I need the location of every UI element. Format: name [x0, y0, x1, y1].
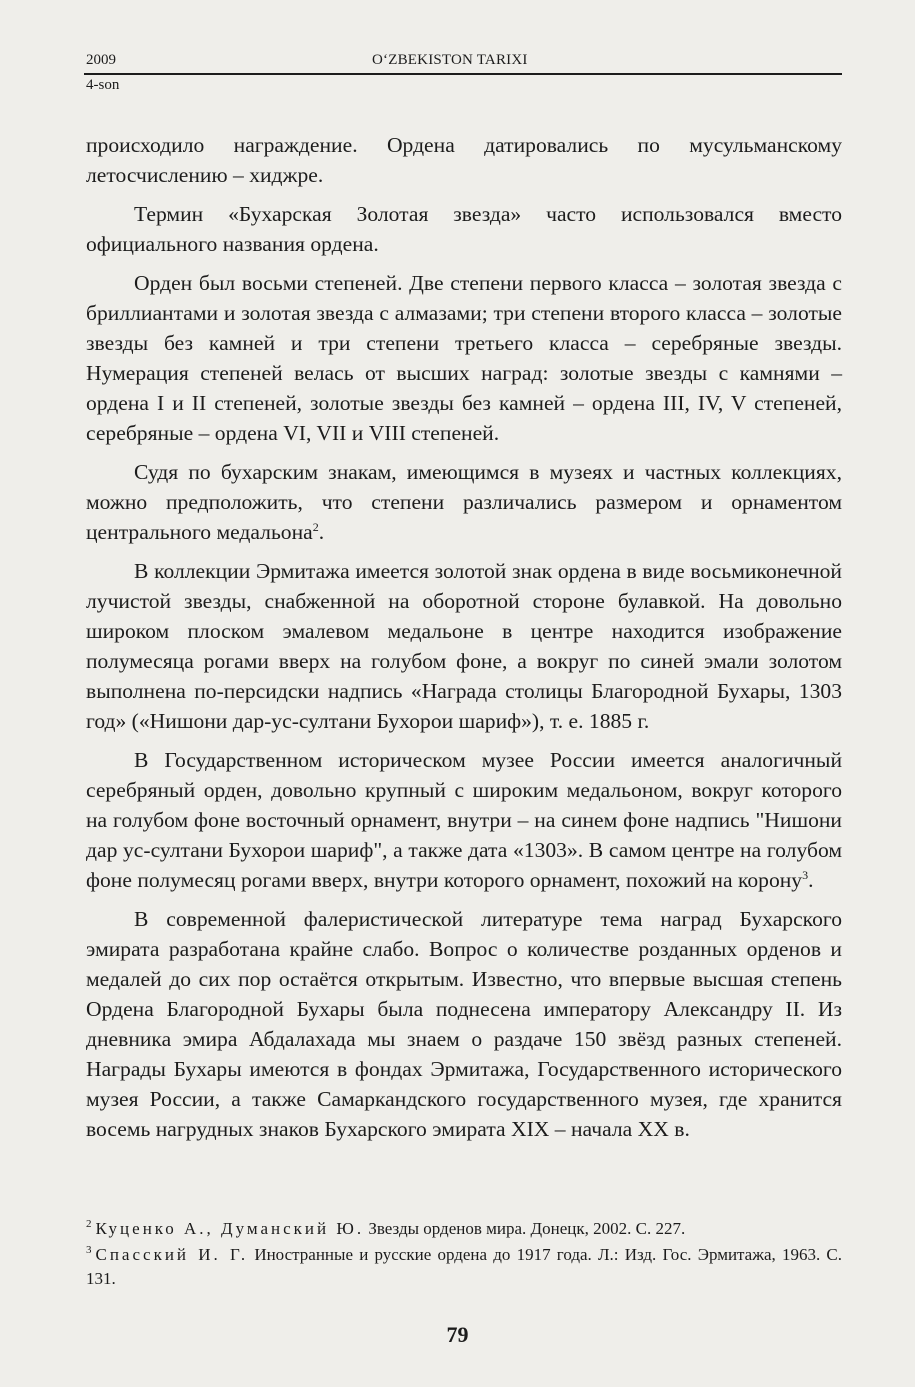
footnote-2 — [86, 1217, 842, 1241]
page-number: 79 — [446, 1322, 469, 1347]
footnote-ref-3: 3 — [802, 867, 809, 882]
paragraph-3: Орден был восьми степеней. Две степени первого класса – золотая звезда с бриллиантами и золотая звезда с алмазами; три степени второго класса – золотые звезды без камней и три степени третьего класса – серебряные звезды. Нумерация степеней велась от высших наград: золотые звезды с камнями – ордена I и II степеней, золотые звезды без камней – ордена III, IV, V степеней, серебряные – ордена VI, VII и VIII степеней. — [86, 271, 842, 445]
footnote-3-author: Спасский И. Г. — [95, 1245, 249, 1264]
paragraph-4 — [86, 457, 842, 547]
footnote-2-mark: 2 — [86, 1218, 92, 1231]
header-year: 2009 — [86, 52, 116, 68]
header-issue: 4-son — [86, 77, 120, 93]
header-journal-title: O‘ZBEKISTON TARIXI — [372, 52, 528, 68]
footnote-ref-2: 2 — [312, 519, 319, 534]
footnote-3 — [86, 1243, 842, 1291]
paragraph-6 — [86, 745, 842, 895]
footnote-2-author: Куценко А., Думанский Ю. — [95, 1219, 365, 1238]
paragraph-4-text: Судя по бухарским знакам, имеющимся в музеях и частных коллекциях, можно предположить, что степени различались размером и орнаментом центрального медальона — [86, 460, 842, 544]
footnote-2-text: Звезды орденов мира. Донецк, 2002. С. 227. — [368, 1219, 686, 1238]
paragraph-5: В коллекции Эрмитажа имеется золотой знак ордена в виде восьмиконечной лучистой звезды, снабженной на оборотной стороне булавкой. На довольно широком плоском эмалевом медальоне в центре находится изображение полумесяца рогами вверх на голубом фоне, а вокруг по синей эмали золотом выполнена по-персидски надпись «Награда столицы Благородной Бухары, 1303 год» («Нишони дар-ус-султани Бухорои шариф»), т. е. 1885 г. — [86, 559, 842, 733]
article-body — [86, 130, 842, 1153]
footnote-3-text: Иностранные и русские ордена до 1917 года. Л.: Изд. Гос. Эрмитажа, 1963. С. 131. — [86, 1245, 842, 1288]
paragraph-6-end: . — [808, 868, 814, 892]
paragraph-2: Термин «Бухарская Золотая звезда» часто использовался вместо официального названия ордена. — [86, 202, 842, 256]
paragraph-1: происходило награждение. Ордена датировались по мусульманскому летосчислению – хиджре. — [86, 133, 842, 187]
footnotes — [86, 1217, 842, 1293]
header-rule — [84, 73, 842, 75]
paragraph-4-end: . — [318, 520, 325, 544]
paragraph-6-text: В Государственном историческом музее России имеется аналогичный серебряный орден, довольно крупный с широким медальоном, вокруг которого на голубом фоне восточный орнамент, внутри – на синем фоне надпись "Нишони дар ус-султани Бухорои шариф", а также дата «1303». В самом центре на голубом фоне полумесяц рогами вверх, внутри которого орнамент, похожий на корону — [86, 748, 842, 892]
paragraph-7: В современной фалеристической литературе тема наград Бухарского эмирата разработана крайне слабо. Вопрос о количестве розданных орденов и медалей до сих пор остаётся открытым. Известно, что впервые высшая степень Ордена Благородной Бухары была поднесена императору Александру II. Из дневника эмира Абдалахада мы знаем о раздаче 150 звёзд разных степеней. Награды Бухары имеются в фондах Эрмитажа, Государственного исторического музея России, а также Самаркандского государственного музея, где хранится восемь нагрудных знаков Бухарского эмирата XIX – начала XX в. — [86, 907, 842, 1141]
footnote-3-mark: 3 — [86, 1244, 92, 1257]
